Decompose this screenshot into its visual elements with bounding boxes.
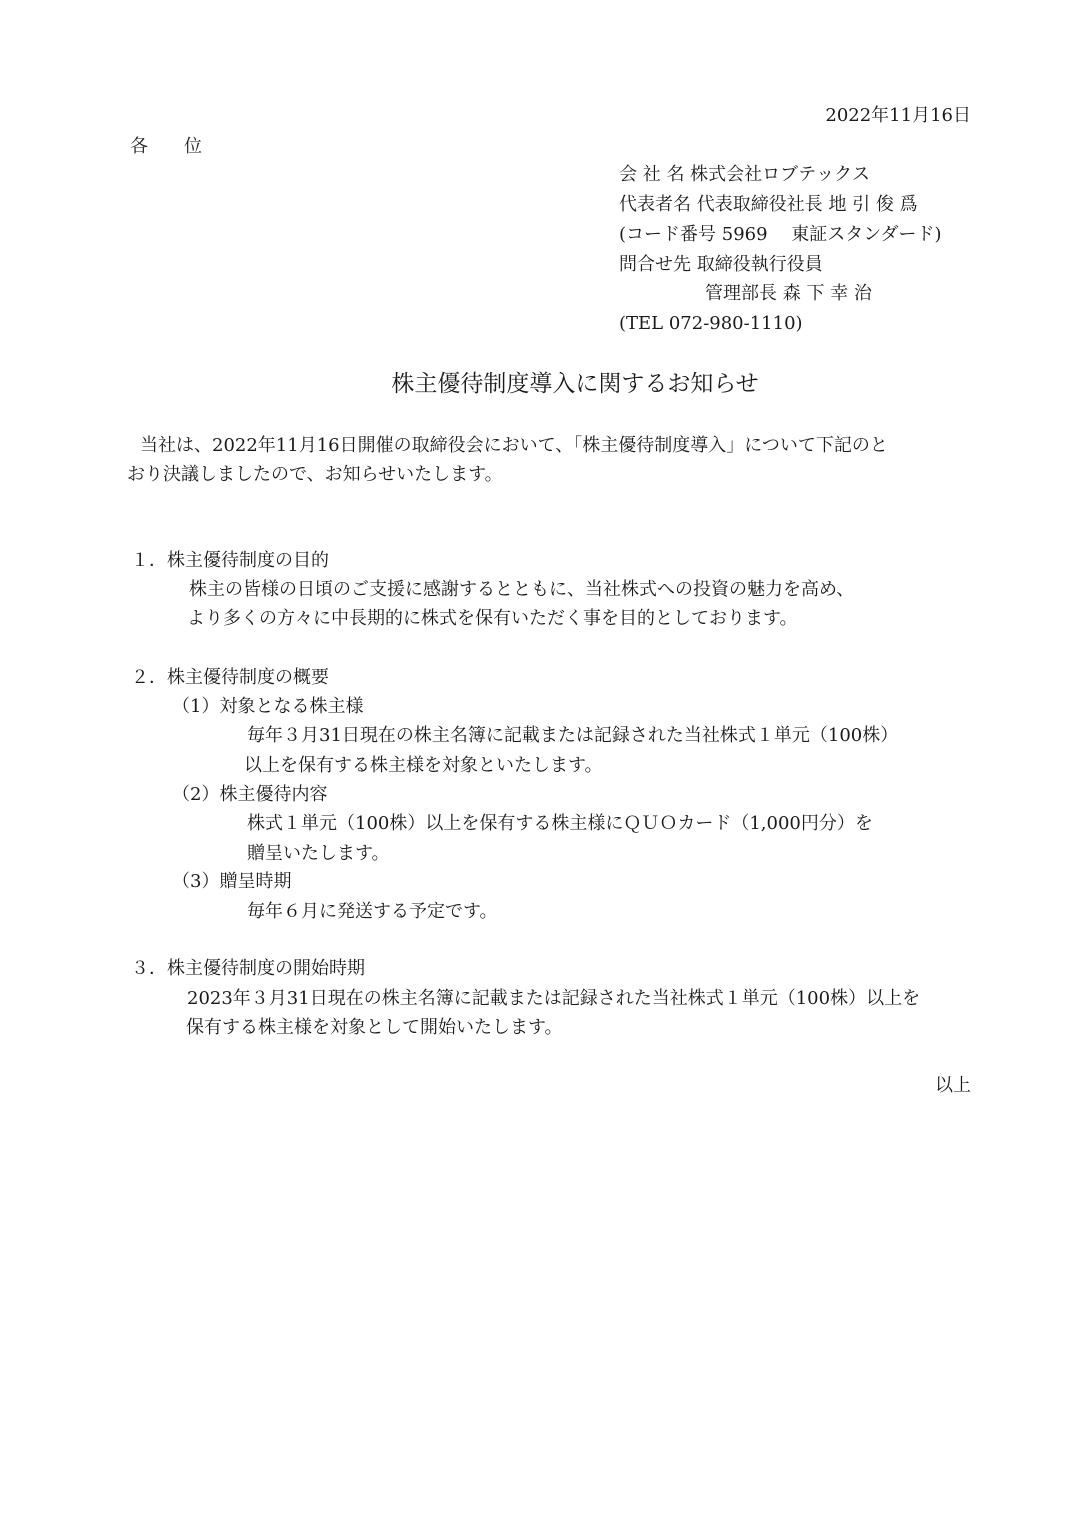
section3-line-2: 保有する株主様を対象として開始いたします。	[186, 1017, 563, 1038]
contact-line-2: 管理部長 森 下 幸 治	[705, 283, 872, 304]
addressee: 各 位	[130, 136, 202, 157]
section2-heading: ２．株主優待制度の概要	[131, 667, 329, 688]
intro-line-1: 当社は、2022年11月16日開催の取締役会において、「株主優待制度導入」について下記のと	[140, 435, 888, 456]
page-title: 株主優待制度導入に関するお知らせ	[391, 371, 759, 397]
tel-line: (TEL 072-980-1110)	[619, 313, 803, 334]
section2-sub1-heading: （1）対象となる株主様	[172, 696, 364, 717]
section2-sub1-line-1: 毎年３月31日現在の株主名簿に記載または記録された当社株式１単元（100株）	[247, 725, 899, 746]
section1-heading: １．株主優待制度の目的	[131, 550, 329, 571]
section2-sub3-line-1: 毎年６月に発送する予定です。	[247, 901, 498, 922]
intro-line-2: おり決議しましたので、お知らせいたします。	[127, 464, 503, 485]
company-name-line: 会 社 名 株式会社ロブテックス	[619, 164, 870, 185]
closing-remark: 以上	[935, 1075, 971, 1096]
section2-sub2-line-2: 贈呈いたします。	[247, 843, 390, 864]
contact-line-1: 問合せ先 取締役執行役員	[619, 254, 823, 275]
section3-heading: ３．株主優待制度の開始時期	[131, 958, 365, 979]
code-line: (コード番号 5969 東証スタンダード)	[619, 224, 942, 245]
section2-sub2-heading: （2）株主優待内容	[172, 784, 328, 805]
representative-line: 代表者名 代表取締役社長 地 引 俊 爲	[619, 194, 918, 215]
date: 2022年11月16日	[825, 105, 971, 126]
section3-line-1: 2023年３月31日現在の株主名簿に記載または記録された当社株式１単元（100株）以上を	[187, 988, 921, 1009]
section1-line-1: 株主の皆様の日頃のご支援に感謝するとともに、当社株式への投資の魅力を高め、	[189, 579, 855, 600]
section2-sub2-line-1: 株式１単元（100株）以上を保有する株主様にＱＵＯカード（1,000円分）を	[247, 813, 873, 834]
section1-line-2: より多くの方々に中長期的に株式を保有いただく事を目的としております。	[187, 608, 798, 629]
section2-sub1-line-2: 以上を保有する株主様を対象といたします。	[244, 755, 603, 776]
section2-sub3-heading: （3）贈呈時期	[172, 871, 292, 892]
